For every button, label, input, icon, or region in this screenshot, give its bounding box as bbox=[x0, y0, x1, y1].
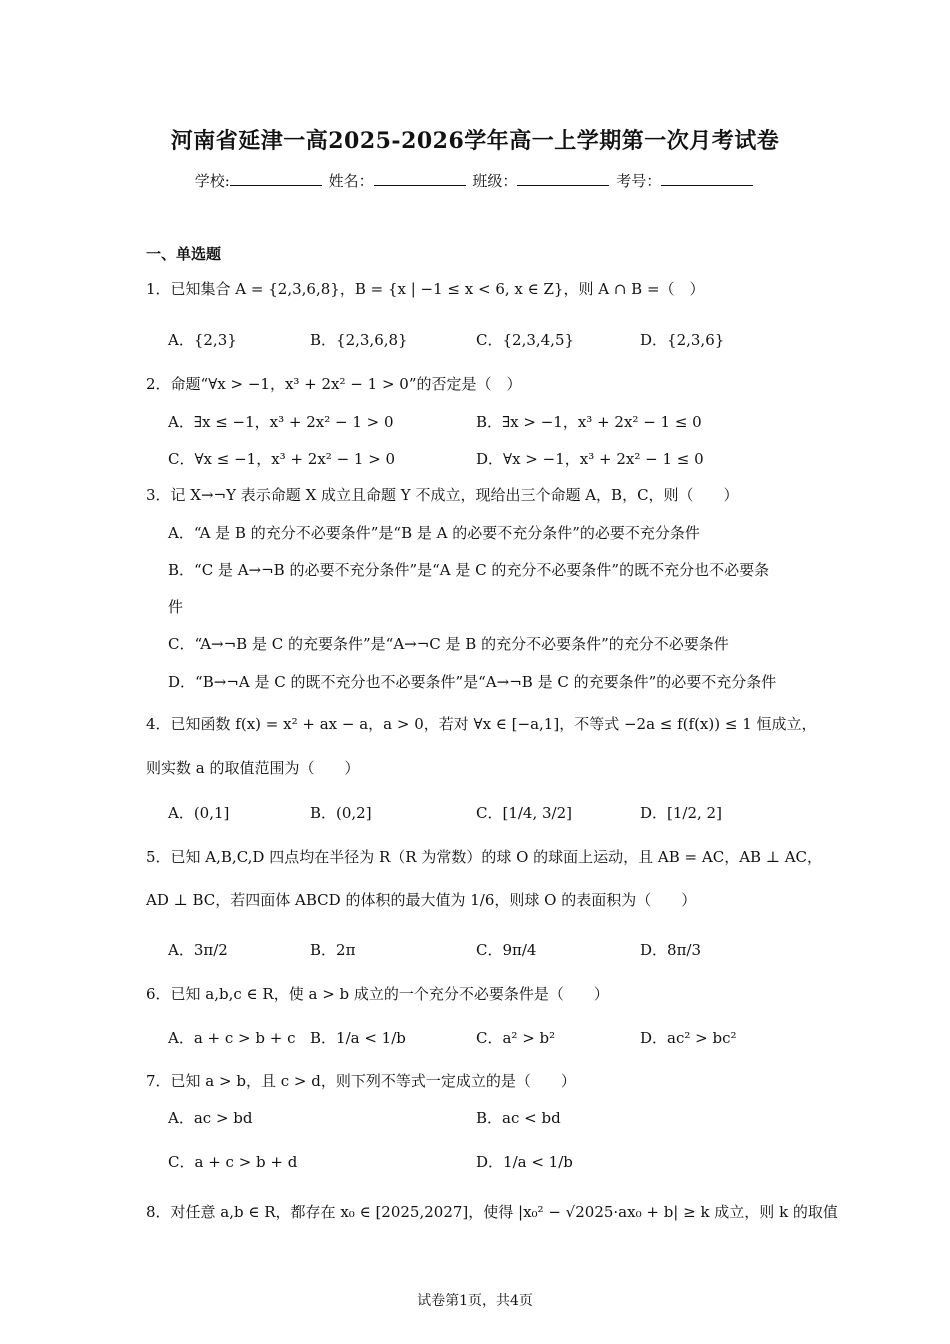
question-5-stem-line1: 5．已知 A,B,C,D 四点均在半径为 R（R 为常数）的球 O 的球面上运动，且 AB = AC，AB ⊥ AC， bbox=[146, 848, 823, 866]
question-2-option-d: D．∀x > −1，x³ + 2x² − 1 ≤ 0 bbox=[476, 450, 704, 468]
question-6-option-d: D．ac² > bc² bbox=[640, 1029, 737, 1047]
question-1-option-a: A．{2,3} bbox=[168, 331, 237, 349]
question-4-option-a: A．(0,1] bbox=[168, 804, 230, 822]
question-3-option-b-cont: 件 bbox=[168, 598, 184, 616]
question-2-option-b: B．∃x > −1，x³ + 2x² − 1 ≤ 0 bbox=[476, 413, 702, 431]
question-3-option-c: C．“A→¬B 是 C 的充要条件”是“A→¬C 是 B 的充分不必要条件”的充分不必要条件 bbox=[168, 635, 729, 653]
question-1-option-b: B．{2,3,6,8} bbox=[310, 331, 408, 349]
question-7-option-c: C．a + c > b + d bbox=[168, 1153, 298, 1171]
name-label: 姓名： bbox=[328, 172, 374, 190]
question-5-option-d: D．8π/3 bbox=[640, 941, 702, 959]
question-4-stem-line1: 4．已知函数 f(x) = x² + ax − a，a > 0，若对 ∀x ∈ [−a,1]，不等式 −2a ≤ f(f(x)) ≤ 1 恒成立， bbox=[146, 715, 817, 733]
class-label: 班级： bbox=[472, 172, 518, 190]
question-6-option-a: A．a + c > b + c bbox=[168, 1029, 296, 1047]
question-7-option-b: B．ac < bd bbox=[476, 1109, 561, 1127]
question-6-option-b: B．1/a < 1/b bbox=[310, 1029, 406, 1047]
question-4-option-d: D．[1/2, 2] bbox=[640, 804, 722, 822]
class-blank[interactable] bbox=[517, 171, 609, 186]
question-5-option-b: B．2π bbox=[310, 941, 356, 959]
section-heading: 一、单选题 bbox=[146, 245, 222, 263]
question-1-option-c: C．{2,3,4,5} bbox=[476, 331, 575, 349]
question-8-stem: 8．对任意 a,b ∈ R，都存在 x₀ ∈ [2025,2027]，使得 |x₀² − √2025·ax₀ + b| ≥ k 成立，则 k 的取值 bbox=[146, 1203, 838, 1221]
question-4-option-c: C．[1/4, 3/2] bbox=[476, 804, 572, 822]
question-1-stem: 1．已知集合 A = {2,3,6,8}，B = {x | −1 ≤ x < 6, x ∈ Z}，则 A ∩ B =（ ） bbox=[146, 280, 705, 298]
school-label: 学校: bbox=[194, 172, 230, 190]
question-2-option-c: C．∀x ≤ −1，x³ + 2x² − 1 > 0 bbox=[168, 450, 396, 468]
name-blank[interactable] bbox=[374, 171, 466, 186]
question-6-option-c: C．a² > b² bbox=[476, 1029, 556, 1047]
question-4-option-b: B．(0,2] bbox=[310, 804, 372, 822]
question-1-option-d: D．{2,3,6} bbox=[640, 331, 725, 349]
question-4-stem-line2: 则实数 a 的取值范围为（ ） bbox=[146, 759, 360, 777]
question-2-option-a: A．∃x ≤ −1，x³ + 2x² − 1 > 0 bbox=[168, 413, 394, 431]
question-5-stem-line2: AD ⊥ BC，若四面体 ABCD 的体积的最大值为 1/6，则球 O 的表面积为（ ） bbox=[146, 891, 697, 909]
student-info-line bbox=[0, 170, 950, 191]
exam-title: 河南省延津一高2025-2026学年高一上学期第一次月考试卷 bbox=[170, 128, 780, 154]
question-5-option-a: A．3π/2 bbox=[168, 941, 228, 959]
question-7-option-d: D．1/a < 1/b bbox=[476, 1153, 573, 1171]
question-7-option-a: A．ac > bd bbox=[168, 1109, 253, 1127]
question-7-stem: 7．已知 a > b，且 c > d，则下列不等式一定成立的是（ ） bbox=[146, 1072, 576, 1090]
question-3-option-b: B．“C 是 A→¬B 的必要不充分条件”是“A 是 C 的充分不必要条件”的既不充分也不必要条 bbox=[168, 561, 770, 579]
question-3-option-a: A．“A 是 B 的充分不必要条件”是“B 是 A 的必要不充分条件”的必要不充分条件 bbox=[168, 524, 700, 542]
number-blank[interactable] bbox=[661, 171, 753, 186]
question-3-option-d: D．“B→¬A 是 C 的既不充分也不必要条件”是“A→¬B 是 C 的充要条件”的必要不充分条件 bbox=[168, 673, 777, 691]
question-3-stem: 3．记 X→¬Y 表示命题 X 成立且命题 Y 不成立，现给出三个命题 A，B，C，则（ ） bbox=[146, 486, 739, 504]
number-label: 考号： bbox=[616, 172, 662, 190]
school-blank[interactable] bbox=[230, 171, 322, 186]
question-5-option-c: C．9π/4 bbox=[476, 941, 537, 959]
page-footer: 试卷第1页，共4页 bbox=[417, 1293, 533, 1309]
question-2-stem: 2．命题“∀x > −1，x³ + 2x² − 1 > 0”的否定是（ ） bbox=[146, 375, 522, 393]
question-6-stem: 6．已知 a,b,c ∈ R，使 a > b 成立的一个充分不必要条件是（ ） bbox=[146, 985, 609, 1003]
